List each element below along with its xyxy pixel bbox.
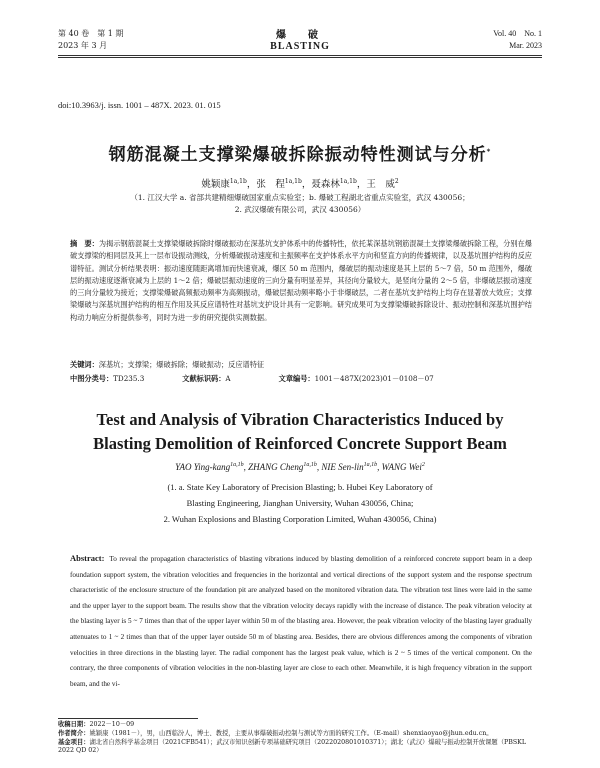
title-cn-mark: * bbox=[486, 147, 492, 156]
author-aff: 1a,1b bbox=[339, 177, 357, 185]
author-en: ZHANG Cheng bbox=[248, 462, 304, 472]
keywords-cn bbox=[70, 360, 532, 370]
title-cn bbox=[0, 140, 600, 165]
author-en: YAO Ying-kang bbox=[175, 462, 231, 472]
volume-issue: 第 40 卷 第 1 期 bbox=[58, 29, 124, 38]
affiliation-en bbox=[0, 479, 600, 527]
author-aff: 1a,1b bbox=[229, 177, 247, 185]
journal-name-en: BLASTING bbox=[270, 41, 330, 52]
doc-code-value: A bbox=[225, 374, 231, 383]
abstract-cn-label: 摘 要： bbox=[70, 239, 99, 248]
abstract-cn-text: 为揭示钢筋混凝土支撑梁爆破拆除时爆破振动在深基坑支护体系中的传播特性，依托某深基坑钢筋混凝土支撑梁爆破拆除工程，分别在爆破支撑梁的相同层及其上一层布设振动测线，分析爆破振动速度和主振频率在支护体系水平方向和竖直方向的传播规律，以及基坑围护结构的反应谱特征。测试分析结果表明：振动速度随距离增加而快速衰减，爆区 50 m 范围内，爆破层的振动速度是其上层的 5～7 倍，50 m 范围外，爆破层的振动速度逐渐衰减为上层的 1～2 倍；爆破层振动速度的三向分量有明显差异，其径向分量较大，是竖向分量的 2～5 倍，非爆破层振动速度的三向分量较为接近；支撑梁爆破高频振动频率为高频振动，爆破层振动频率略小于非爆破层，二者在基坑支护结构上均存在显著放大效应；支撑梁爆破与深基坑围护结构的相互作用及其反应谱特性对基坑支护设计具有一定影响。研究成果可为支撑梁爆破拆除设计、振动控制和深基坑围护结构动力响应分析提供参考，同时为进一步的研究提供实测数据。 bbox=[70, 239, 532, 322]
author-aff: 1a,1b bbox=[284, 177, 302, 185]
header-rule bbox=[58, 55, 542, 56]
received-date: 2022－10－09 bbox=[89, 721, 135, 728]
author-aff: 2 bbox=[421, 462, 425, 468]
footnote bbox=[58, 721, 542, 756]
volume-issue-en: Vol. 40 No. 1 bbox=[493, 29, 542, 38]
affiliation-en-line: (1. a. State Key Laboratory of Precision Blasting; b. Hubei Key Laboratory of bbox=[167, 482, 433, 492]
author-aff: 1a,1b bbox=[363, 462, 378, 468]
author-bio-label: 作者简介： bbox=[58, 729, 90, 737]
article-no-label: 文章编号： bbox=[278, 374, 315, 383]
doi: doi:10.3963/j. issn. 1001 – 487X. 2023. 01. 015 bbox=[58, 100, 221, 110]
issue-date-en: Mar. 2023 bbox=[509, 41, 542, 50]
issue-date: 2023 年 3 月 bbox=[58, 41, 108, 50]
title-cn-text: 钢筋混凝土支撑梁爆破拆除振动特性测试与分析 bbox=[108, 145, 487, 165]
authors-en: YAO Ying-kang$^{1a,1b}$, ZHANG Cheng$^{1a,1b}$, NIE Sen-lin$^{1a,1b}$, WANG Wei$^2$ bbox=[175, 462, 425, 472]
clc-label: 中图分类号： bbox=[70, 374, 114, 383]
keywords-cn-text: 深基坑；支撑梁；爆破拆除；爆破振动；反应谱特征 bbox=[98, 360, 265, 369]
clc-value: TD235.3 bbox=[113, 374, 145, 383]
header-rule-2 bbox=[58, 57, 542, 58]
author-en: NIE Sen-lin bbox=[321, 462, 364, 472]
title-en bbox=[0, 408, 600, 456]
affiliation-cn bbox=[0, 192, 600, 216]
affiliation-en-line: Blasting Engineering, Jianghan University, Wuhan 430056, China; bbox=[186, 498, 414, 508]
classification-line bbox=[70, 374, 532, 384]
abstract-cn bbox=[70, 238, 532, 324]
affiliation-en-line: 2. Wuhan Explosions and Blasting Corporation Limited, Wuhan 430056, China) bbox=[163, 514, 437, 524]
authors-cn: 姚颖康$^{1a,1b}$，张 程$^{1a,1b}$，聂森林$^{1a,1b}$，王 威$^2$ bbox=[201, 177, 399, 190]
footnote-rule bbox=[58, 718, 198, 719]
author-cn: 张 程 bbox=[256, 179, 285, 190]
author-cn: 聂森林 bbox=[311, 179, 340, 190]
doc-code-label: 文献标识码： bbox=[182, 374, 226, 383]
fund-label: 基金项目： bbox=[58, 738, 90, 746]
received-label: 收稿日期： bbox=[58, 721, 90, 728]
keywords-cn-label: 关键词： bbox=[70, 360, 99, 369]
title-en-line: Blasting Demolition of Reinforced Concrete Support Beam bbox=[93, 434, 507, 453]
author-aff: 1a,1b bbox=[230, 462, 244, 468]
article-no-value: 1001－487X(2023)01－0108－07 bbox=[314, 374, 434, 383]
fund-text: 湖北省自然科学基金项目（2021CFB541）；武汉市知识创新专项基础研究项目（2022020801010371）；湖北（武汉）爆破与振动控制开放课题（PBSKL 2022 QD 02） bbox=[58, 738, 527, 755]
affiliation-cn-line: （1. 江汉大学 a. 省部共建精细爆破国家重点实验室；b. 爆破工程湖北省重点实验室，武汉 430056； bbox=[130, 193, 470, 202]
author-en: WANG Wei bbox=[381, 462, 422, 472]
journal-volume-info-en bbox=[493, 28, 542, 52]
author-cn: 王 威 bbox=[366, 179, 395, 190]
abstract-en bbox=[70, 551, 532, 692]
affiliation-cn-line: 2. 武汉爆破有限公司，武汉 430056） bbox=[234, 205, 366, 214]
journal-name-cn: 爆 破 bbox=[276, 30, 324, 41]
author-bio: 姚颖康（1981－），男，山西临汾人，博士、教授，主要从事爆破振动控制与测试等方面的研究工作。（E-mail）shenxiaoyao@jhun.edu.cn。 bbox=[89, 729, 493, 737]
author-cn: 姚颖康 bbox=[201, 179, 230, 190]
abstract-en-label: Abstract: bbox=[70, 553, 105, 563]
abstract-en-text: To reveal the propagation characteristics of blasting vibrations induced by blasting demolition of a reinforced concrete support beam in a deep foundation support system, the vibration velocities and frequencies in the horizontal and vertical directions of the support system and the response spectrum characteristic of the enclosure structure of the foundation pit are analyzed based on the monitored vibration data. The vibration test lines were laid in the same and the upper layer to the support beam. The results show that the vibration velocity decays rapidly with the increase of distance. The peak vibration velocity at the blasting layer is 5 ~ 7 times than that of the upper layer within 50 m of the blasting area. However, the peak vibration velocity of the blasting layer gradually attenuates to 1 ~ 2 times than that of the upper layer outside 50 m of blasting area. Besides, there are obvious differences among the components of vibration velocities in three directions in the blasting layer. The radial component has the largest peak value, which is 2 ~ 5 times of the vertical component. On the contrary, the three components of vibration velocities in the non-blasting layer are close to each other. Meanwhile, it is high frequency vibration in the support beam, and the vi- bbox=[70, 555, 533, 688]
author-aff: 1a,1b bbox=[303, 462, 317, 468]
title-en-line: Test and Analysis of Vibration Characteristics Induced by bbox=[96, 410, 504, 429]
author-aff: 2 bbox=[394, 177, 399, 185]
